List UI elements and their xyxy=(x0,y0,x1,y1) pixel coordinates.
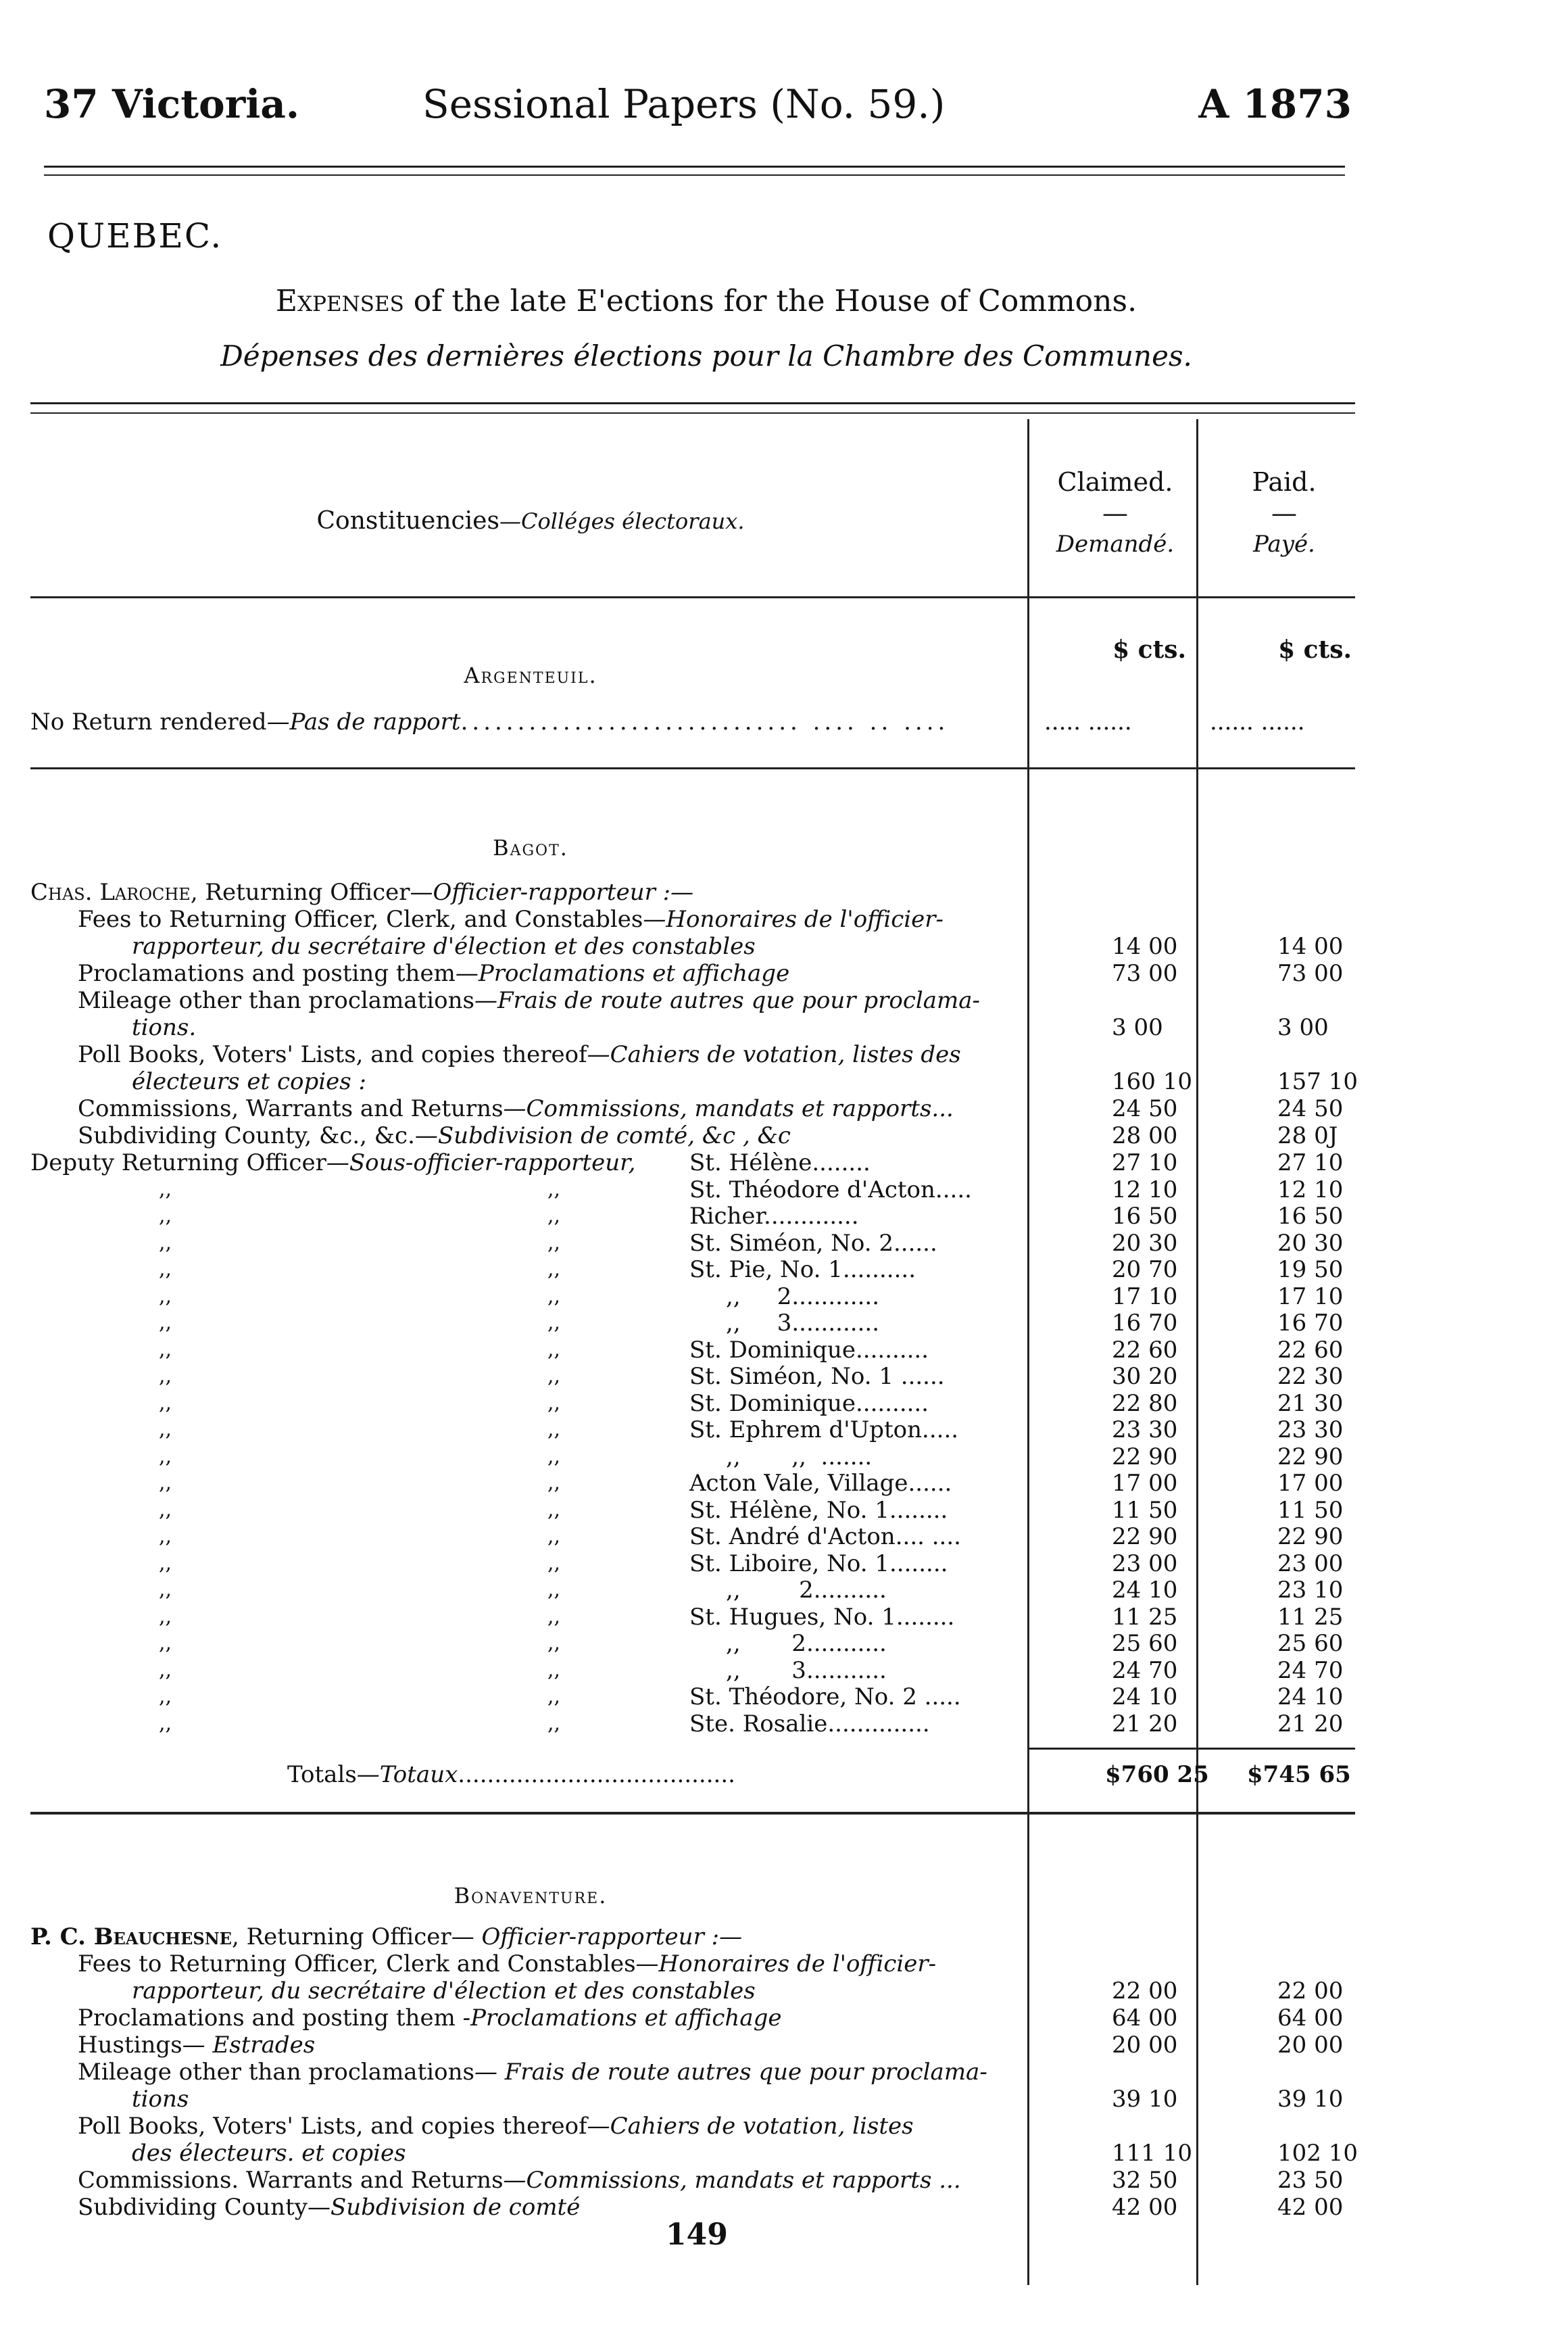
bonaventure-fees-row-2 xyxy=(30,1977,1355,2004)
section-title-argenteuil: Argenteuil. xyxy=(464,663,597,688)
table-top-rule xyxy=(30,402,1355,404)
bagot-poll-fr-2: électeurs et copies : xyxy=(132,1068,366,1095)
bonaventure-poll-en: Poll Books, Voters' Lists, and copies thereof xyxy=(78,2113,587,2140)
bonaventure-commissions-row xyxy=(30,2167,1355,2194)
ditto-mark-role: ,, xyxy=(547,1337,561,1362)
bagot-mileage-fr: —Frais de route autres que pour proclama- xyxy=(474,987,981,1014)
bagot-fees-en: Fees to Returning Officer, Clerk, and Constables xyxy=(78,906,643,933)
ditto-mark-officer: ,, xyxy=(159,1204,172,1228)
deputy-claimed-amount: 25 60 xyxy=(1112,1630,1178,1657)
deputy-claimed-amount: 24 70 xyxy=(1112,1656,1178,1684)
bonaventure-officer-row xyxy=(30,1923,1355,1950)
ditto-mark-officer: ,, xyxy=(159,1711,172,1735)
header-constituencies xyxy=(30,507,1031,535)
bagot-proclamations-en: Proclamations and posting them xyxy=(78,960,456,987)
deputy-paid-amount: 12 10 xyxy=(1277,1176,1344,1203)
deputy-paid-amount: 16 70 xyxy=(1277,1310,1344,1337)
deputy-polling-place: ,, ,, ....... xyxy=(689,1443,873,1470)
ditto-mark-officer: ,, xyxy=(159,1391,172,1415)
bagot-poll-paid: 157 10 xyxy=(1277,1068,1358,1095)
bagot-totals-fr: —Totaux xyxy=(356,1761,458,1788)
bagot-proclamations-row xyxy=(30,960,1355,987)
bonaventure-subdividing-label xyxy=(30,2194,1071,2221)
deputy-polling-place: Acton Vale, Village...... xyxy=(689,1470,952,1497)
ditto-mark-role: ,, xyxy=(547,1524,561,1548)
deputy-claimed-amount: 22 60 xyxy=(1112,1336,1178,1364)
bagot-mileage-label-2 xyxy=(30,1014,1125,1041)
deputy-paid-amount: 21 20 xyxy=(1277,1710,1344,1737)
bagot-totals-claimed: $760 25 xyxy=(1105,1761,1209,1788)
deputy-claimed-amount: 16 70 xyxy=(1112,1310,1178,1337)
bonaventure-mileage-claimed: 39 10 xyxy=(1112,2086,1178,2113)
bagot-mileage-claimed: 3 00 xyxy=(1112,1014,1163,1041)
deputy-paid-amount: 24 70 xyxy=(1277,1656,1344,1684)
bagot-totals-en: Totals xyxy=(287,1761,357,1788)
header-paid xyxy=(1200,466,1369,560)
bagot-fees-row-1 xyxy=(30,906,1355,933)
bonaventure-poll-fr: —Cahiers de votation, listes xyxy=(587,2113,914,2140)
bagot-deputy-row xyxy=(30,1149,1355,1176)
ditto-mark-role: ,, xyxy=(547,1497,561,1522)
bagot-mileage-fr-2: tions. xyxy=(132,1014,197,1041)
bagot-subdividing-paid: 28 0J xyxy=(1277,1122,1338,1149)
bagot-subdividing-fr: —Subdivision de comté, &c , &c xyxy=(414,1122,791,1149)
bagot-deputy-row xyxy=(30,1683,1355,1710)
ditto-mark-role: ,, xyxy=(547,1284,561,1308)
deputy-claimed-amount: 30 20 xyxy=(1112,1363,1178,1390)
bonaventure-fees-claimed: 22 00 xyxy=(1112,1977,1178,2004)
bonaventure-commissions-label xyxy=(30,2167,1071,2194)
header-bottom-rule xyxy=(30,596,1355,598)
deputy-polling-place: Ste. Rosalie.............. xyxy=(689,1710,930,1737)
bagot-deputy-label xyxy=(30,1149,1024,1176)
deputy-paid-amount: 11 25 xyxy=(1277,1603,1344,1631)
bagot-mileage-label xyxy=(30,987,1071,1014)
bagot-subdividing-label xyxy=(30,1122,1071,1149)
header-constituencies-en: Constituencies xyxy=(316,507,499,535)
document-subtitle: Dépenses des dernières élections pour la Chambre des Communes. xyxy=(220,339,1192,373)
bagot-officer-name: Chas. Laroche xyxy=(30,879,191,906)
bonaventure-mileage-label-2 xyxy=(30,2086,1125,2113)
header-constituencies-fr: —Colléges électoraux. xyxy=(499,508,745,534)
bonaventure-fees-paid: 22 00 xyxy=(1277,1977,1344,2004)
deputy-paid-amount: 23 30 xyxy=(1277,1416,1344,1443)
deputy-claimed-amount: 17 00 xyxy=(1112,1470,1178,1497)
bagot-proclamations-paid: 73 00 xyxy=(1277,960,1344,987)
page-number: 149 xyxy=(666,2217,728,2252)
header-paid-fr: Payé. xyxy=(1253,531,1315,558)
deputy-polling-place: ,, 3........... xyxy=(689,1656,887,1684)
deputy-claimed-amount: 20 30 xyxy=(1112,1229,1178,1257)
bonaventure-poll-paid: 102 10 xyxy=(1277,2140,1358,2167)
bonaventure-hustings-row xyxy=(30,2032,1355,2059)
bagot-poll-label-2 xyxy=(30,1068,1125,1095)
ditto-mark-role: ,, xyxy=(547,1230,561,1255)
deputy-polling-place: ,, 2........... xyxy=(689,1630,887,1657)
ditto-mark-officer: ,, xyxy=(159,1551,172,1575)
title-lead: Expenses xyxy=(275,284,404,318)
deputy-polling-place: ,, 3............ xyxy=(689,1310,880,1337)
bagot-mileage-paid: 3 00 xyxy=(1277,1014,1329,1041)
deputy-paid-amount: 17 00 xyxy=(1277,1470,1344,1497)
deputy-polling-place: St. Hélène........ xyxy=(689,1149,871,1176)
argenteuil-label-en: No Return rendered xyxy=(30,709,267,736)
bagot-fees-fr-2: rapporteur, du secrétaire d'élection et des constables xyxy=(132,933,756,960)
bonaventure-hustings-en: Hustings xyxy=(78,2032,182,2059)
bagot-commissions-row xyxy=(30,1095,1355,1122)
bonaventure-fees-fr: —Honoraires de l'officier- xyxy=(635,1950,937,1977)
bagot-totals-label xyxy=(30,1761,1281,1788)
expenses-table xyxy=(30,419,1358,2285)
deputy-paid-amount: 17 10 xyxy=(1277,1282,1344,1310)
deputy-polling-place: St. Hélène, No. 1........ xyxy=(689,1496,948,1524)
deputy-polling-place: Richer............. xyxy=(689,1203,859,1230)
ditto-mark-officer: ,, xyxy=(159,1230,172,1255)
deputy-claimed-amount: 23 30 xyxy=(1112,1416,1178,1443)
table-top-rule-2 xyxy=(30,412,1355,414)
bagot-deputy-row xyxy=(30,1283,1355,1310)
ditto-mark-officer: ,, xyxy=(159,1631,172,1655)
deputy-polling-place: St. Siméon, No. 2...... xyxy=(689,1229,937,1257)
bonaventure-poll-row-1 xyxy=(30,2113,1355,2140)
deputy-polling-place: St. Dominique.......... xyxy=(689,1389,929,1417)
ditto-mark-role: ,, xyxy=(547,1604,561,1629)
bagot-deputy-row xyxy=(30,1604,1355,1631)
deputy-claimed-amount: 21 20 xyxy=(1112,1710,1178,1737)
bonaventure-proclamations-claimed: 64 00 xyxy=(1112,2004,1178,2032)
running-header xyxy=(44,81,1352,135)
bonaventure-poll-row-2 xyxy=(30,2140,1358,2167)
deputy-paid-amount: 21 30 xyxy=(1277,1389,1344,1417)
bagot-fees-row-2 xyxy=(30,933,1355,960)
header-session: 37 Victoria. xyxy=(44,81,300,127)
deputy-polling-place: St. André d'Acton.... .... xyxy=(689,1523,961,1550)
bagot-poll-fr: —Cahiers de votation, listes des xyxy=(587,1041,961,1068)
deputy-claimed-amount: 22 90 xyxy=(1112,1443,1178,1470)
bonaventure-poll-label xyxy=(30,2113,1071,2140)
bonaventure-mileage-label xyxy=(30,2059,1071,2086)
bagot-totals-rule xyxy=(1027,1748,1355,1750)
bonaventure-fees-fr-2: rapporteur, du secrétaire d'élection et des constables xyxy=(132,1977,756,2004)
document-title xyxy=(0,284,1413,318)
deputy-polling-place: ,, 2.......... xyxy=(689,1577,887,1604)
header-year: A 1873 xyxy=(1198,81,1352,127)
bagot-mileage-en: Mileage other than proclamations xyxy=(78,987,474,1014)
bonaventure-mileage-fr-2: tions xyxy=(132,2086,189,2113)
ditto-mark-role: ,, xyxy=(547,1257,561,1281)
bagot-deputy-row xyxy=(30,1630,1355,1657)
argenteuil-row xyxy=(30,709,1355,736)
argenteuil-label xyxy=(30,709,1024,736)
bonaventure-poll-claimed: 111 10 xyxy=(1112,2140,1192,2167)
bagot-deputy-row xyxy=(30,1176,1355,1203)
ditto-mark-role: ,, xyxy=(547,1471,561,1495)
ditto-mark-officer: ,, xyxy=(159,1471,172,1495)
bagot-deputy-row xyxy=(30,1577,1355,1604)
bagot-commissions-fr: —Commissions, mandats et rapports... xyxy=(503,1095,954,1122)
deputy-polling-place: ,, 2............ xyxy=(689,1282,880,1310)
bagot-deputy-row xyxy=(30,1710,1355,1737)
bagot-officer-label xyxy=(30,879,1024,906)
bagot-proclamations-label xyxy=(30,960,1071,987)
bonaventure-hustings-fr: — Estrades xyxy=(182,2032,316,2059)
deputy-paid-amount: 25 60 xyxy=(1277,1630,1344,1657)
bonaventure-mileage-row-1 xyxy=(30,2059,1355,2086)
bonaventure-officer-name: P. C. Beauchesne xyxy=(30,1923,232,1950)
bonaventure-hustings-label xyxy=(30,2032,1071,2059)
deputy-polling-place: St. Théodore, No. 2 ..... xyxy=(689,1683,961,1710)
bonaventure-commissions-fr: —Commissions, mandats et rapports ... xyxy=(503,2167,961,2194)
bonaventure-mileage-paid: 39 10 xyxy=(1277,2086,1344,2113)
section-title-bonaventure: Bonaventure. xyxy=(454,1883,608,1908)
ditto-mark-role: ,, xyxy=(547,1551,561,1575)
bonaventure-hustings-claimed: 20 00 xyxy=(1112,2032,1178,2059)
bonaventure-commissions-en: Commissions. Warrants and Returns xyxy=(78,2167,504,2194)
ditto-mark-officer: ,, xyxy=(159,1257,172,1281)
deputy-claimed-amount: 22 90 xyxy=(1112,1523,1178,1550)
bagot-deputy-label-fr: —Sous-officier-rapporteur, xyxy=(326,1149,636,1176)
deputy-paid-amount: 19 50 xyxy=(1277,1256,1344,1283)
deputy-paid-amount: 23 00 xyxy=(1277,1550,1344,1577)
deputy-polling-place: St. Hugues, No. 1........ xyxy=(689,1603,955,1631)
header-rule xyxy=(44,166,1345,168)
bonaventure-mileage-en: Mileage other than proclamations xyxy=(78,2059,474,2086)
ditto-mark-role: ,, xyxy=(547,1177,561,1201)
bagot-fees-label-2 xyxy=(30,933,1125,960)
units-paid: $ cts. xyxy=(1278,635,1352,664)
header-sessional-papers: Sessional Papers (No. 59.) xyxy=(422,81,946,127)
bagot-officer-role: , Returning Officer xyxy=(190,879,410,906)
deputy-polling-place: St. Dominique.......... xyxy=(689,1336,929,1364)
ditto-mark-role: ,, xyxy=(547,1711,561,1735)
bagot-subdividing-en: Subdividing County, &c., &c. xyxy=(78,1122,415,1149)
ditto-mark-officer: ,, xyxy=(159,1685,172,1708)
deputy-claimed-amount: 16 50 xyxy=(1112,1203,1178,1230)
ditto-mark-officer: ,, xyxy=(159,1311,172,1335)
bagot-proclamations-fr: —Proclamations et affichage xyxy=(455,960,790,987)
deputy-claimed-amount: 23 00 xyxy=(1112,1550,1178,1577)
deputy-paid-amount: 22 90 xyxy=(1277,1523,1344,1550)
bagot-totals-paid: $745 65 xyxy=(1247,1761,1351,1788)
bonaventure-commissions-claimed: 32 50 xyxy=(1112,2167,1178,2194)
bagot-deputy-row xyxy=(30,1470,1355,1497)
deputy-claimed-amount: 20 70 xyxy=(1112,1256,1178,1283)
ditto-mark-role: ,, xyxy=(547,1631,561,1655)
bonaventure-subdividing-en: Subdividing County xyxy=(78,2194,308,2221)
header-claimed xyxy=(1031,466,1200,560)
bonaventure-commissions-paid: 23 50 xyxy=(1277,2167,1344,2194)
ditto-mark-officer: ,, xyxy=(159,1524,172,1548)
bonaventure-officer-label xyxy=(30,1923,1024,1950)
ditto-mark-role: ,, xyxy=(547,1364,561,1388)
deputy-claimed-amount: 22 80 xyxy=(1112,1389,1178,1417)
deputy-claimed-amount: 27 10 xyxy=(1112,1149,1178,1176)
bonaventure-fees-en: Fees to Returning Officer, Clerk and Constables xyxy=(78,1950,636,1977)
bonaventure-fees-row-1 xyxy=(30,1950,1355,1977)
bagot-officer-role-fr: —Officier-rapporteur :— xyxy=(410,879,694,906)
ditto-mark-officer: ,, xyxy=(159,1497,172,1522)
deputy-paid-amount: 22 60 xyxy=(1277,1336,1344,1364)
bonaventure-fees-label-2 xyxy=(30,1977,1125,2004)
bagot-officer-row xyxy=(30,879,1355,906)
header-paid-dash: — xyxy=(1271,498,1297,528)
deputy-claimed-amount: 24 10 xyxy=(1112,1577,1178,1604)
ditto-mark-role: ,, xyxy=(547,1578,561,1602)
ditto-mark-role: ,, xyxy=(547,1311,561,1335)
bagot-poll-row-2 xyxy=(30,1068,1358,1095)
header-paid-en: Paid. xyxy=(1252,467,1317,497)
ditto-mark-officer: ,, xyxy=(159,1578,172,1602)
bonaventure-proclamations-en: Proclamations and posting them xyxy=(78,2004,456,2032)
deputy-polling-place: St. Liboire, No. 1........ xyxy=(689,1550,948,1577)
ditto-mark-officer: ,, xyxy=(159,1658,172,1682)
bagot-commissions-claimed: 24 50 xyxy=(1112,1095,1178,1122)
bagot-totals-row xyxy=(30,1761,1355,1788)
bagot-deputy-row xyxy=(30,1337,1355,1364)
header-rule-2 xyxy=(44,174,1345,176)
bonaventure-hustings-paid: 20 00 xyxy=(1277,2032,1344,2059)
ditto-mark-officer: ,, xyxy=(159,1418,172,1441)
deputy-paid-amount: 11 50 xyxy=(1277,1496,1344,1524)
units-claimed: $ cts. xyxy=(1112,635,1186,664)
bagot-poll-claimed: 160 10 xyxy=(1112,1068,1192,1095)
ditto-mark-officer: ,, xyxy=(159,1364,172,1388)
deputy-paid-amount: 22 30 xyxy=(1277,1363,1344,1390)
deputy-polling-place: St. Siméon, No. 1 ...... xyxy=(689,1363,945,1390)
ditto-mark-officer: ,, xyxy=(159,1604,172,1629)
ditto-mark-officer: ,, xyxy=(159,1284,172,1308)
bagot-poll-en: Poll Books, Voters' Lists, and copies thereof xyxy=(78,1041,587,1068)
bagot-subdividing-claimed: 28 00 xyxy=(1112,1122,1178,1149)
bagot-deputy-row xyxy=(30,1230,1355,1257)
ditto-mark-role: ,, xyxy=(547,1444,561,1468)
argenteuil-bottom-rule xyxy=(30,767,1355,769)
bagot-subdividing-row xyxy=(30,1122,1355,1149)
bagot-deputy-row xyxy=(30,1310,1355,1337)
bagot-mileage-row-1 xyxy=(30,987,1355,1014)
bagot-deputy-label-en: Deputy Returning Officer xyxy=(30,1149,326,1176)
argenteuil-leader: .............................. .... .. .... xyxy=(460,709,950,736)
deputy-paid-amount: 16 50 xyxy=(1277,1203,1344,1230)
bonaventure-subdividing-fr: —Subdivision de comté xyxy=(307,2194,581,2221)
bonaventure-proclamations-paid: 64 00 xyxy=(1277,2004,1344,2032)
bagot-fees-claimed: 14 00 xyxy=(1112,933,1178,960)
bonaventure-fees-label xyxy=(30,1950,1071,1977)
argenteuil-claimed: ..... ...... xyxy=(1044,709,1132,736)
bagot-deputy-row xyxy=(30,1416,1355,1443)
bonaventure-mileage-row-2 xyxy=(30,2086,1355,2113)
bonaventure-officer-role-fr: — Officier-rapporteur :— xyxy=(451,1923,743,1950)
ditto-mark-role: ,, xyxy=(547,1658,561,1682)
bagot-deputy-row xyxy=(30,1550,1355,1577)
bonaventure-subdividing-paid: 42 00 xyxy=(1277,2194,1344,2221)
ditto-mark-role: ,, xyxy=(547,1685,561,1708)
ditto-mark-officer: ,, xyxy=(159,1177,172,1201)
bagot-proclamations-claimed: 73 00 xyxy=(1112,960,1178,987)
bagot-deputy-row xyxy=(30,1523,1355,1550)
bagot-bottom-rule xyxy=(30,1812,1355,1815)
deputy-polling-place: St. Pie, No. 1.......... xyxy=(689,1256,916,1283)
bagot-commissions-en: Commissions, Warrants and Returns xyxy=(78,1095,504,1122)
bagot-mileage-row-2 xyxy=(30,1014,1355,1041)
ditto-mark-role: ,, xyxy=(547,1391,561,1415)
bagot-commissions-paid: 24 50 xyxy=(1277,1095,1344,1122)
ditto-mark-officer: ,, xyxy=(159,1444,172,1468)
argenteuil-paid: ...... ...... xyxy=(1210,709,1305,736)
deputy-claimed-amount: 11 25 xyxy=(1112,1603,1178,1631)
section-title-bagot: Bagot. xyxy=(493,835,568,861)
bagot-deputy-row xyxy=(30,1363,1355,1390)
deputy-paid-amount: 24 10 xyxy=(1277,1683,1344,1710)
bagot-deputy-row xyxy=(30,1203,1355,1230)
bagot-fees-label xyxy=(30,906,1071,933)
ditto-mark-officer: ,, xyxy=(159,1337,172,1362)
bonaventure-poll-fr-2: des électeurs. et copies xyxy=(132,2140,406,2167)
deputy-claimed-amount: 24 10 xyxy=(1112,1683,1178,1710)
deputy-polling-place: St. Théodore d'Acton..... xyxy=(689,1176,972,1203)
bonaventure-proclamations-row xyxy=(30,2004,1355,2032)
bagot-commissions-label xyxy=(30,1095,1071,1122)
bonaventure-subdividing-claimed: 42 00 xyxy=(1112,2194,1178,2221)
bagot-deputy-row xyxy=(30,1657,1355,1684)
bagot-deputy-row xyxy=(30,1256,1355,1283)
deputy-claimed-amount: 12 10 xyxy=(1112,1176,1178,1203)
deputy-paid-amount: 20 30 xyxy=(1277,1229,1344,1257)
bagot-fees-paid: 14 00 xyxy=(1277,933,1344,960)
bagot-deputy-row xyxy=(30,1497,1355,1524)
header-claimed-en: Claimed. xyxy=(1057,467,1173,497)
header-claimed-dash: — xyxy=(1102,498,1128,528)
deputy-paid-amount: 22 90 xyxy=(1277,1443,1344,1470)
bagot-fees-fr: —Honoraires de l'officier- xyxy=(643,906,944,933)
bonaventure-mileage-fr: — Frais de route autres que pour proclama- xyxy=(474,2059,987,2086)
bagot-totals-leader: ...................................... xyxy=(458,1761,735,1788)
bagot-deputy-row xyxy=(30,1443,1355,1470)
bonaventure-subdividing-row xyxy=(30,2194,1355,2221)
deputy-paid-amount: 23 10 xyxy=(1277,1577,1344,1604)
bonaventure-proclamations-label xyxy=(30,2004,1071,2032)
bonaventure-proclamations-fr: -Proclamations et affichage xyxy=(455,2004,782,2032)
ditto-mark-role: ,, xyxy=(547,1204,561,1228)
bagot-poll-label xyxy=(30,1041,1071,1068)
deputy-claimed-amount: 11 50 xyxy=(1112,1496,1178,1524)
province-heading: QUEBEC. xyxy=(47,216,223,256)
deputy-polling-place: St. Ephrem d'Upton..... xyxy=(689,1416,959,1443)
ditto-mark-role: ,, xyxy=(547,1418,561,1441)
argenteuil-label-fr: —Pas de rapport xyxy=(266,709,461,736)
title-rest: of the late E'ections for the House of Commons. xyxy=(403,284,1137,318)
deputy-paid-amount: 27 10 xyxy=(1277,1149,1344,1176)
header-claimed-fr: Demandé. xyxy=(1056,531,1175,558)
bagot-poll-row-1 xyxy=(30,1041,1355,1068)
bonaventure-officer-role: , Returning Officer xyxy=(231,1923,451,1950)
deputy-claimed-amount: 17 10 xyxy=(1112,1282,1178,1310)
bonaventure-poll-label-2 xyxy=(30,2140,1125,2167)
bagot-deputy-row xyxy=(30,1390,1355,1417)
